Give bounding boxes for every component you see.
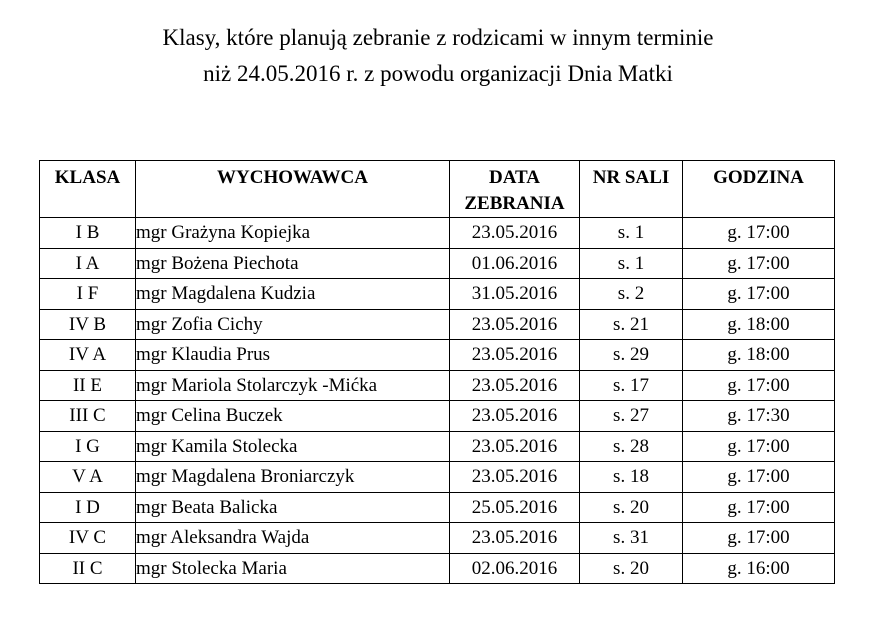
cell-sala: s. 1: [580, 218, 683, 249]
cell-godzina: g. 17:00: [683, 462, 835, 493]
cell-godzina: g. 17:00: [683, 370, 835, 401]
table-row: [40, 248, 835, 279]
cell-klasa: IV C: [40, 523, 136, 554]
cell-klasa: IV B: [40, 309, 136, 340]
cell-wychowawca: mgr Kamila Stolecka: [136, 431, 450, 462]
cell-sala: s. 2: [580, 279, 683, 310]
header-data-zebrania: [450, 161, 580, 218]
cell-wychowawca: mgr Zofia Cichy: [136, 309, 450, 340]
cell-data: 23.05.2016: [450, 462, 580, 493]
header-nr-sali: NR SALI: [580, 161, 683, 218]
cell-sala: s. 21: [580, 309, 683, 340]
header-data-line-1: DATA: [488, 167, 541, 188]
cell-klasa: I A: [40, 248, 136, 279]
cell-data: 23.05.2016: [450, 340, 580, 371]
cell-wychowawca: mgr Beata Balicka: [136, 492, 450, 523]
title-line-1: Klasy, które planują zebranie z rodzicami w innym terminie: [162, 25, 714, 50]
cell-wychowawca: mgr Magdalena Broniarczyk: [136, 462, 450, 493]
table-row: [40, 218, 835, 249]
cell-sala: s. 18: [580, 462, 683, 493]
cell-godzina: g. 18:00: [683, 340, 835, 371]
cell-godzina: g. 17:00: [683, 218, 835, 249]
cell-data: 31.05.2016: [450, 279, 580, 310]
cell-data: 23.05.2016: [450, 370, 580, 401]
cell-klasa: V A: [40, 462, 136, 493]
meeting-schedule-table: [39, 160, 835, 584]
cell-wychowawca: mgr Magdalena Kudzia: [136, 279, 450, 310]
cell-wychowawca: mgr Klaudia Prus: [136, 340, 450, 371]
cell-sala: s. 27: [580, 401, 683, 432]
table-row: [40, 279, 835, 310]
cell-data: 02.06.2016: [450, 553, 580, 584]
table-row: [40, 309, 835, 340]
cell-sala: s. 28: [580, 431, 683, 462]
cell-data: 23.05.2016: [450, 218, 580, 249]
cell-data: 01.06.2016: [450, 248, 580, 279]
cell-wychowawca: mgr Aleksandra Wajda: [136, 523, 450, 554]
table-row: [40, 401, 835, 432]
cell-klasa: I D: [40, 492, 136, 523]
cell-sala: s. 1: [580, 248, 683, 279]
cell-klasa: I B: [40, 218, 136, 249]
cell-klasa: I G: [40, 431, 136, 462]
cell-godzina: g. 17:30: [683, 401, 835, 432]
cell-klasa: IV A: [40, 340, 136, 371]
table-row: [40, 431, 835, 462]
cell-godzina: g. 16:00: [683, 553, 835, 584]
cell-godzina: g. 17:00: [683, 523, 835, 554]
table-body: [40, 218, 835, 584]
cell-wychowawca: mgr Bożena Piechota: [136, 248, 450, 279]
cell-data: 23.05.2016: [450, 401, 580, 432]
cell-sala: s. 17: [580, 370, 683, 401]
table-row: [40, 340, 835, 371]
cell-wychowawca: mgr Celina Buczek: [136, 401, 450, 432]
cell-godzina: g. 17:00: [683, 431, 835, 462]
cell-sala: s. 31: [580, 523, 683, 554]
cell-sala: s. 20: [580, 492, 683, 523]
cell-godzina: g. 17:00: [683, 279, 835, 310]
cell-godzina: g. 17:00: [683, 492, 835, 523]
cell-klasa: II C: [40, 553, 136, 584]
cell-wychowawca: mgr Grażyna Kopiejka: [136, 218, 450, 249]
table-header-row: [40, 161, 835, 218]
cell-klasa: III C: [40, 401, 136, 432]
cell-wychowawca: mgr Stolecka Maria: [136, 553, 450, 584]
table-row: [40, 370, 835, 401]
table-row: [40, 492, 835, 523]
cell-klasa: I F: [40, 279, 136, 310]
cell-sala: s. 20: [580, 553, 683, 584]
cell-data: 23.05.2016: [450, 309, 580, 340]
cell-klasa: II E: [40, 370, 136, 401]
cell-godzina: g. 18:00: [683, 309, 835, 340]
header-wychowawca: WYCHOWAWCA: [136, 161, 450, 218]
page-title: [0, 20, 876, 92]
header-godzina: GODZINA: [683, 161, 835, 218]
header-klasa: KLASA: [40, 161, 136, 218]
cell-sala: s. 29: [580, 340, 683, 371]
cell-godzina: g. 17:00: [683, 248, 835, 279]
cell-data: 25.05.2016: [450, 492, 580, 523]
cell-data: 23.05.2016: [450, 523, 580, 554]
title-line-2: niż 24.05.2016 r. z powodu organizacji Dnia Matki: [203, 61, 673, 86]
table-row: [40, 553, 835, 584]
cell-wychowawca: mgr Mariola Stolarczyk -Mićka: [136, 370, 450, 401]
cell-data: 23.05.2016: [450, 431, 580, 462]
header-data-line-2: ZEBRANIA: [464, 193, 565, 214]
table-row: [40, 462, 835, 493]
table-row: [40, 523, 835, 554]
